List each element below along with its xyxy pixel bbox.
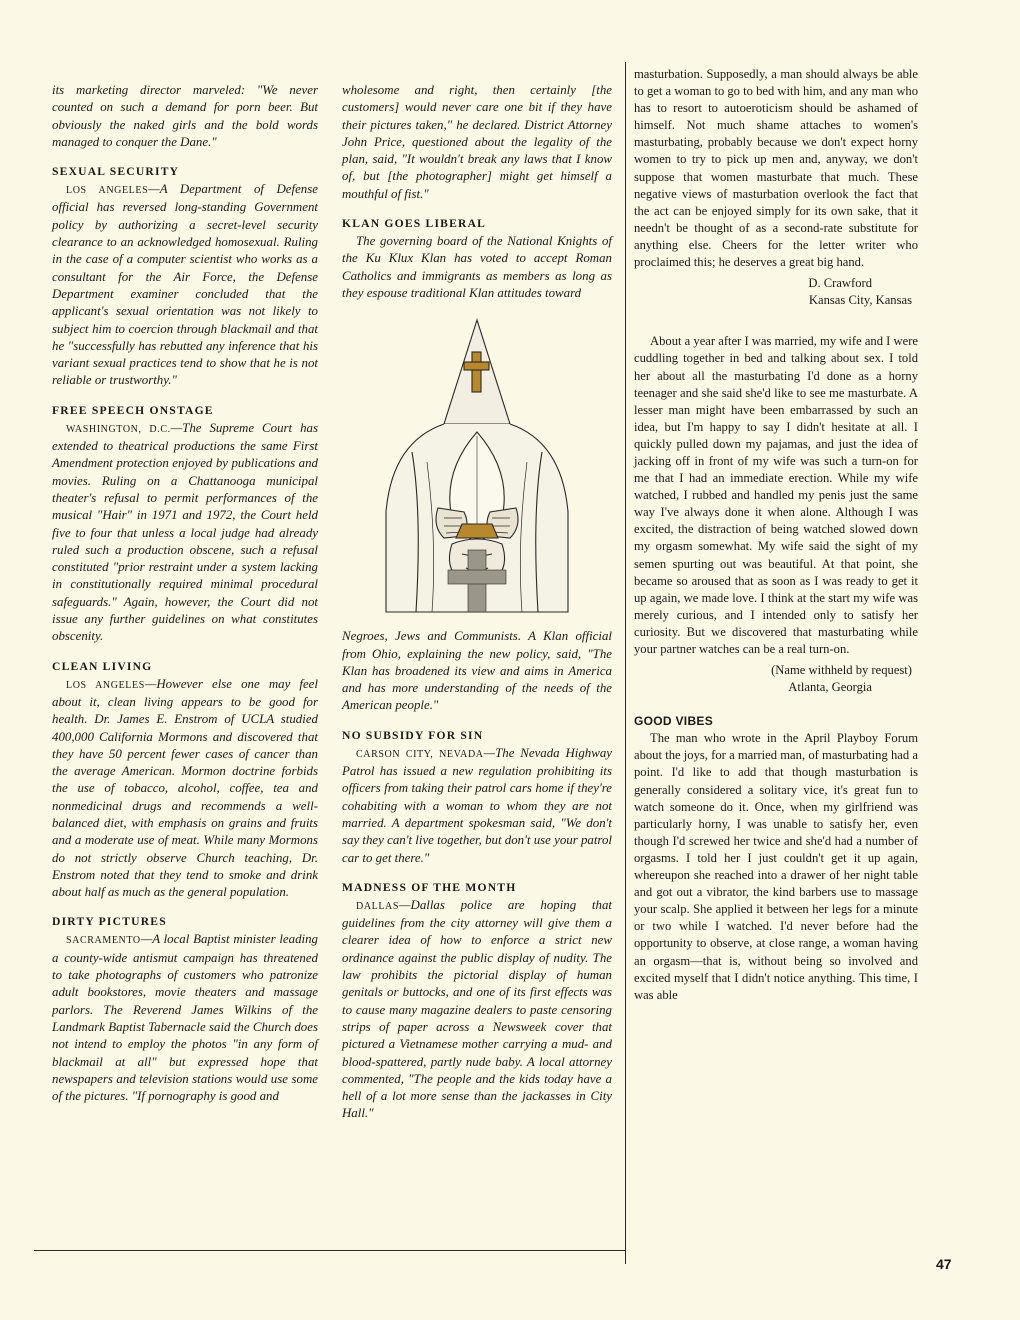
story-text: A local Baptist minister leading a county-wide antismut campaign has threatened to take photographs of customers who patronize adult bookstores, movie theaters and massage parlors. The Reverend James Wilkins of the Landmark Baptist Tabernacle said the Church does not intend to employ the photos "in any form of blackmail at all" but expressed hope that newspapers and television stations would use some of the pictures. "If pornography is good and <box>52 932 318 1104</box>
story-sexual-security: SEXUAL SECURITY LOS ANGELES—A Department of Defense official has reversed long-standing Government policy by authorizing a secret-level security clearance to an acknowledged homosexual. Ruling in the case of a computer scientist who works as a consultant for the Air Force, the Defense Department examiner concluded that the applicant's sexual orientation was not likely to subject him to coercion through blackmail and that he "successfully has rebutted any inference that his variant sexual practices tend to show that he is not reliable or trustworthy." <box>52 165 318 388</box>
signature <box>634 662 912 696</box>
story-text: The governing board of the National Knights of the Ku Klux Klan has voted to accept Roman Catholics and immigrants as members as long as they espouse traditional Klan attitudes toward <box>342 234 612 300</box>
story-free-speech-onstage: FREE SPEECH ONSTAGE WASHINGTON, D.C.—The Supreme Court has extended to theatrical productions the same First Amendment protection enjoyed by publications and movies. Ruling on a Chattanooga municipal theater's refusal to permit performances of the musical "Hair" in 1971 and 1972, the Court held five to four that unless a local judge had already ruled such a production obscene, such a refusal constituted "prior restraint under a system lacking in constitutionally required minimal procedural safeguards." Again, however, the Court did not issue any further guidelines on what constitutes obscenity. <box>52 403 318 644</box>
headline: MADNESS OF THE MONTH <box>342 880 517 894</box>
klan-figure-icon <box>352 312 602 622</box>
continued-story: wholesome and right, then certainly [the customers] would never care one bit if they have their pictures taken," he declared. District Attorney John Price, questioned about the legality of the plan, said, "It wouldn't break any laws that I know of, but [the photographer] might get himself a mouthful of fist." <box>342 83 612 201</box>
page-number: 47 <box>936 1256 952 1272</box>
dateline: CARSON CITY, NEVADA <box>356 748 484 760</box>
letter-text: About a year after I was married, my wife and I were cuddling together in bed and talking about sex. I told her about all the masturbating I'd done as a horny teenager and she said she'd like to see me masturbate. A lesser man might have been embarrassed by such an idea, but I'm happy to say I didn't hesitate at all. I quickly pulled down my pajamas, and just the idea of jacking off in front of my wife was such a turn-on for me that I had an immediate erection. While my wife watched, I rubbed and handled my penis just the same way I've always done it when alone. Although I was excited, the distraction of being watched slowed down my orgasm somewhat. My wife said the sight of my semen spurting out was beautiful. At that point, she became so aroused that as soon as I was ready to get it up again, we made love. I think at the start my wife was merely curious, and I intended only to satisfy her curiosity. But we discovered that masturbating while your partner watches can be a real turn-on. <box>634 334 918 656</box>
letter-text: The man who wrote in the April Playboy Forum about the joys, for a married man, of masturbating had a point. I'd like to add that though masturbation is generally considered a solitary vice, it's great fun to watch someone do it. Once, when my girlfriend was particularly horny, I was unable to satisfy her, even though I'd screwed her twice and she'd had a number of orgasms. I told her I just couldn't get it up again, whereupon she reached into a drawer of her night table and got out a vibrator, the kind barbers use to massage your scalp. She applied it between her legs for a minute or two while I watched. I'd never before had the opportunity to observe, at close range, a woman having an orgasm—that is, without being so involved and excited myself that I didn't notice anything. This time, I was able <box>634 731 918 1002</box>
story-no-subsidy-for-sin: NO SUBSIDY FOR SIN CARSON CITY, NEVADA—The Nevada Highway Patrol has issued a new regulation prohibiting its officers from taking their patrol cars home if they're cohabiting with a woman to whom they are not married. A department spokesman said, "We don't say they can't live together, but don't use your patrol car to get there." <box>342 728 612 865</box>
story-text: Dallas police are hoping that guidelines from the city attorney will give them a clearer idea of how to enforce a strict new ordinance against the public display of nudity. The law prohibits the pictorial display of human genitals or buttocks, and one of its first effects was to cause many magazine dealers to paste censoring strips of paper across a Newsweek cover that pictured a Vietnamese mother carrying a mud- and blood-spattered, partly nude baby. A local attorney commented, "The people and the kids today have a hell of a lot more sense than the jackasses in City Hall." <box>342 897 612 1121</box>
dateline: SACRAMENTO <box>66 935 141 947</box>
story-text: The Nevada Highway Patrol has issued a new regulation prohibiting its officers from taking their patrol cars home if they're cohabiting with a woman to whom they are not married. A department spokesman said, "We don't say they can't live together, but don't use your patrol car to get there." <box>342 745 612 865</box>
story-text: A Department of Defense official has reversed long-standing Government policy by authorizing a secret-level security clearance to an acknowledged homosexual. Ruling in the case of a computer scientist who works as a consultant for the Air Force, the Defense Department examiner concluded that the applicant's sexual orientation was not likely to subject him to coercion through blackmail and that he "successfully has rebutted any inference that his variant sexual practices tend to show that he is not reliable or trustworthy." <box>52 182 318 388</box>
story-text: The Supreme Court has extended to theatrical productions the same First Amendment protection enjoyed by publications and movies. Ruling on a Chattanooga municipal theater's refusal to permit performances of the musical "Hair" in 1971 and 1972, the Court held five to four that unless a local judge had already ruled such a production obscene, such a refusal constituted "prior restraint under a system lacking in constitutionally required minimal procedural safeguards." Again, however, the Court did not issue any further guidelines on what constitutes obscenity. <box>52 420 318 644</box>
signature-name: D. Crawford <box>808 276 872 291</box>
headline: NO SUBSIDY FOR SIN <box>342 728 484 742</box>
headline: KLAN GOES LIBERAL <box>342 217 487 231</box>
signature <box>634 275 912 309</box>
headline: FREE SPEECH ONSTAGE <box>52 403 214 417</box>
dateline: DALLAS <box>356 900 400 912</box>
headline: DIRTY PICTURES <box>52 915 167 929</box>
column-2 <box>342 82 612 1135</box>
story-dirty-pictures: DIRTY PICTURES SACRAMENTO—A local Baptist minister leading a county-wide antismut campaign has threatened to take photographs of customers who patronize adult bookstores, movie theaters and massage parlors. The Reverend James Wilkins of the Landmark Baptist Tabernacle said the Church does not intend to employ the photos "in any form of blackmail at all" but expressed hope that newspapers and television stations would use some of the pictures. "If pornography is good and <box>52 915 318 1104</box>
dateline: LOS ANGELES <box>66 185 149 197</box>
headline: CLEAN LIVING <box>52 659 153 673</box>
story-text: Negroes, Jews and Communists. A Klan official from Ohio, explaining the new policy, said, "The Klan has broadened its view and aims in America and has more understanding of the needs of the American people." <box>342 629 612 713</box>
dateline: LOS ANGELES <box>66 679 145 691</box>
signature-place: Kansas City, Kansas <box>808 293 912 308</box>
dateline: WASHINGTON, D.C. <box>66 423 171 435</box>
signature-name: (Name withheld by request) <box>771 663 912 678</box>
continued-story: its marketing director marveled: "We never counted on such a demand for porn beer. But obviously the naked girls and the bold words managed to conquer the Dane." <box>52 83 318 149</box>
story-madness-of-the-month: MADNESS OF THE MONTH DALLAS—Dallas police are hoping that guidelines from the city attorney will give them a clearer idea of how to enforce a strict new ordinance against the public display of nudity. The law prohibits the pictorial display of human genitals or buttocks, and one of its first effects was to cause many magazine dealers to paste censoring strips of paper across a Newsweek cover that pictured a Vietnamese mother carrying a mud- and blood-spattered, partly nude baby. A local attorney commented, "The people and the kids today have a hell of a lot more sense than the jackasses in City Hall." <box>342 880 612 1121</box>
story-clean-living: CLEAN LIVING LOS ANGELES—However else one may feel about it, clean living appears to be good for health. Dr. James E. Enstrom of UCLA studied 400,000 California Mormons and discovered that they have 50 percent fewer cases of cancer than the average American. Mormon doctrine forbids the use of tobacco, alcohol, coffee, tea and nonmedicinal drugs and recommends a well-balanced diet, with emphasis on grains and fruits and a moderate use of meat. While many Mormons do not strictly observe Church teaching, Dr. Enstrom noted that they tend to smoke and drink about half as much as the general population. <box>52 659 318 900</box>
story-klan-goes-liberal <box>342 217 612 715</box>
column-rule <box>625 62 626 1264</box>
bottom-rule <box>34 1250 626 1251</box>
column-1 <box>52 82 318 1117</box>
section-headline: GOOD VIBES <box>634 714 714 729</box>
headline: SEXUAL SECURITY <box>52 165 180 179</box>
signature-place: Atlanta, Georgia <box>788 680 872 695</box>
letter-continued: masturbation. Supposedly, a man should always be able to get a woman to go to bed with him, and any man who has to resort to autoeroticism should be ashamed of himself. Not much shame attaches to women's masturbating, probably because we don't expect horny women to try to pick up men and, anyway, we don't suppose that women masturbate that much. These negative views of masturbation overlook the fact that the act can be enjoyed simply for its own sake, that it needn't be thought of as a second-rate substitute for anything else. Cheers for the letter writer who proclaimed this; he deserves a great big hand. <box>634 67 919 270</box>
story-text: However else one may feel about it, clean living appears to be good for health. Dr. James E. Enstrom of UCLA studied 400,000 California Mormons and discovered that they have 50 percent fewer cases of cancer than the average American. Mormon doctrine forbids the use of tobacco, alcohol, coffee, tea and nonmedicinal drugs and recommends a well-balanced diet, with emphasis on grains and fruits and a moderate use of meat. While many Mormons do not strictly observe Church teaching, Dr. Enstrom noted that they tend to smoke and drink about half as much as the general population. <box>52 676 318 900</box>
column-3 <box>634 66 918 1004</box>
